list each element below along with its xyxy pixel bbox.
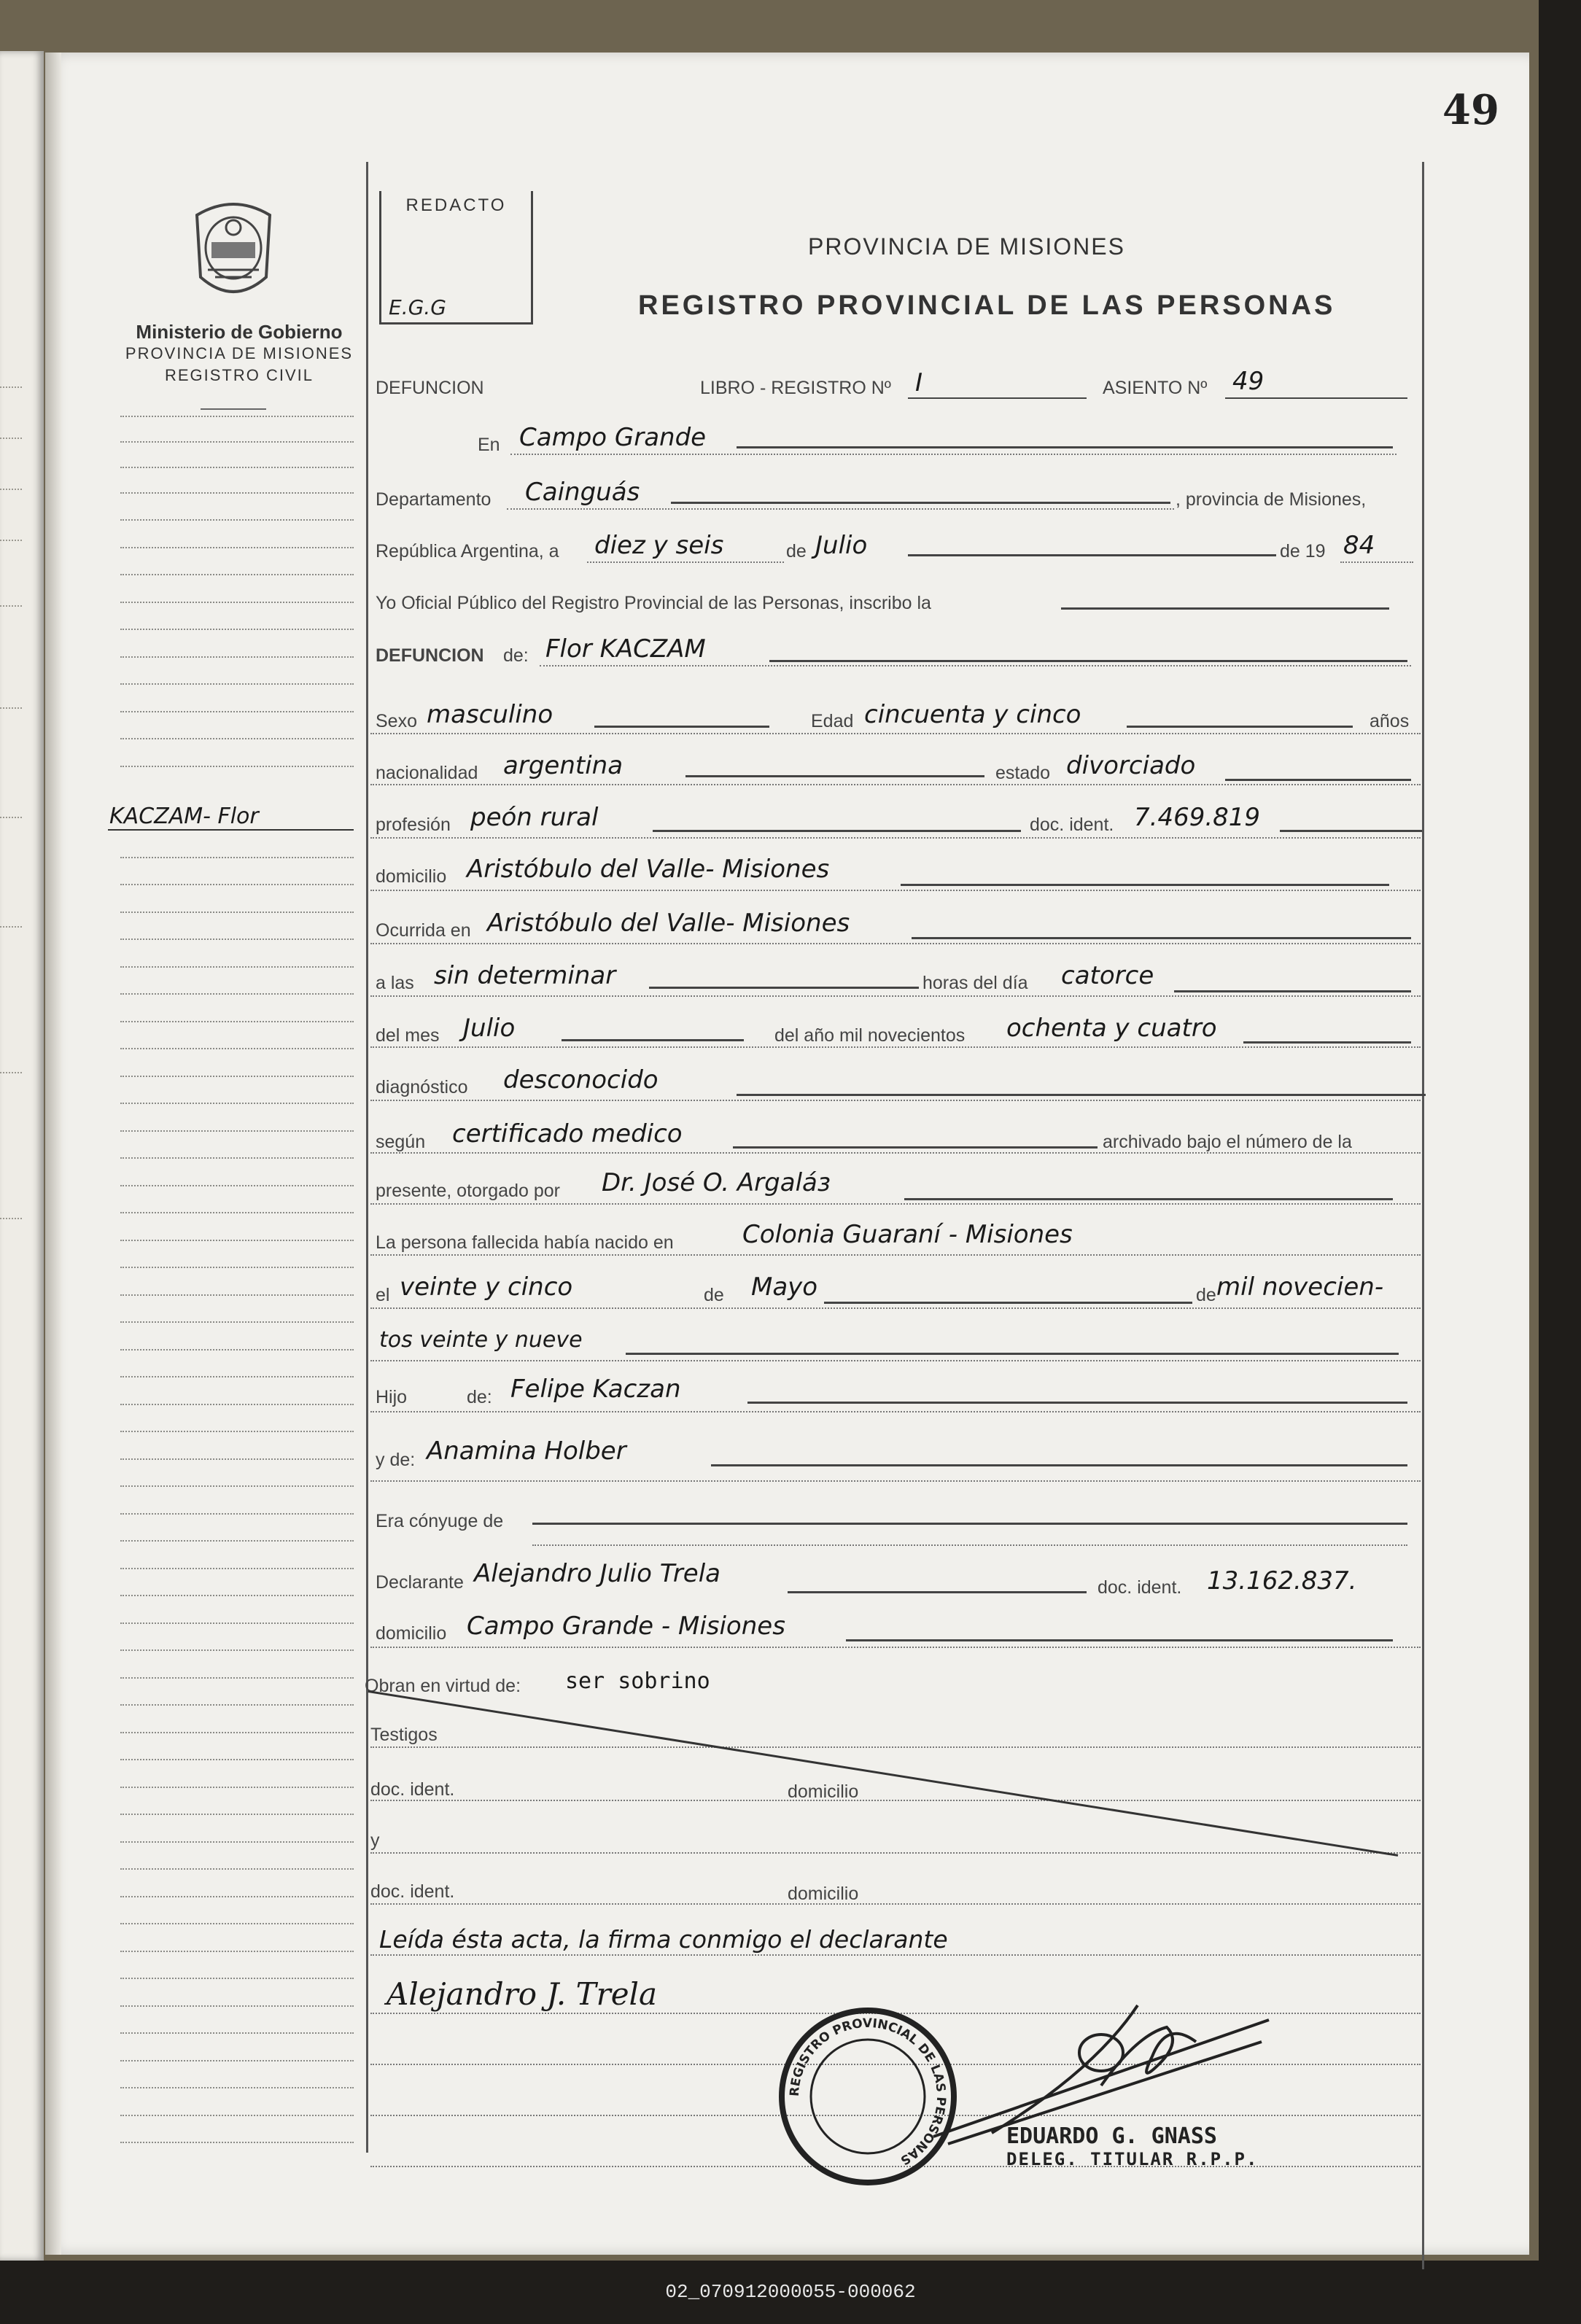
hijo-label: Hijo <box>376 1387 408 1407</box>
decl-doc-value: 13.162.837. <box>1207 1566 1357 1596</box>
de-label: de <box>786 541 807 561</box>
el-label: el <box>376 1285 390 1305</box>
declarante-signature: Alejandro J. Trela <box>386 1976 658 2012</box>
presente-value: Dr. José O. Argaláз <box>602 1168 831 1197</box>
horas-value: catorce <box>1061 961 1154 990</box>
official-name: EDUARDO G. GNASS <box>1006 2123 1217 2149</box>
right-rule <box>1422 162 1424 2269</box>
t2-dom-label: domicilio <box>788 1884 859 1904</box>
page-number: 49 <box>1442 86 1499 134</box>
domicilio-label: domicilio <box>376 866 447 887</box>
horas-label: horas del día <box>922 973 1028 993</box>
segun-value: certificado medico <box>452 1119 683 1149</box>
decl-dom-label: domicilio <box>376 1623 447 1644</box>
ministerio-registro-civil: REGISTRO CIVIL <box>164 366 314 384</box>
ministerio-header <box>108 321 370 386</box>
yde-label: y de: <box>376 1450 416 1470</box>
decl-dom-value: Campo Grande - Misiones <box>467 1612 785 1641</box>
defuncion-de-de: de: <box>503 645 529 666</box>
segun-label: según <box>376 1132 426 1152</box>
dia-value: diez y seis <box>594 531 724 560</box>
declarante-value: Alejandro Julio Trela <box>474 1559 721 1588</box>
nacionalidad-label: nacionalidad <box>376 763 478 783</box>
hijo-de-label: de: <box>467 1387 492 1407</box>
conyuge-label: Era cónyuge de <box>376 1511 504 1531</box>
left-rule <box>366 162 368 2153</box>
departamento-value: Cainguás <box>525 478 640 507</box>
sexo-label: Sexo <box>376 711 417 731</box>
alas-label: a las <box>376 973 414 993</box>
nac-mes-value: Mayo <box>751 1272 818 1302</box>
ministerio-title: Ministerio de Gobierno <box>136 321 343 343</box>
profesion-label: profesión <box>376 815 451 835</box>
defuncion-de-label: DEFUNCION <box>376 645 484 666</box>
sexo-value: masculino <box>427 700 553 729</box>
estado-label: estado <box>995 763 1051 783</box>
en-label: En <box>478 435 500 455</box>
nacionalidad-value: argentina <box>503 751 624 780</box>
libro-label: LIBRO - REGISTRO Nº <box>700 378 891 398</box>
asiento-label: ASIENTO Nº <box>1103 378 1208 398</box>
delano-value: ochenta y cuatro <box>1006 1014 1217 1043</box>
title-provincia: PROVINCIA DE MISIONES <box>808 233 1125 260</box>
departamento-label: Departamento <box>376 489 492 510</box>
nac-anio-cont: tos veinte y nueve <box>379 1327 583 1353</box>
nacido-label: La persona fallecida había nacido en <box>376 1232 674 1253</box>
obran-value: ser sobrino <box>565 1668 710 1694</box>
t-dom-label: domicilio <box>788 1781 859 1802</box>
edad-label: Edad <box>811 711 854 731</box>
book-spine <box>45 53 61 2255</box>
official-stamp <box>1006 2123 1258 2169</box>
republica-label: República Argentina, a <box>376 541 559 561</box>
redacto-box <box>379 191 533 324</box>
doc-value: 7.469.819 <box>1134 803 1261 832</box>
profesion-value: peón rural <box>470 803 599 832</box>
doc-label: doc. ident. <box>1030 815 1114 835</box>
asiento-value: 49 <box>1232 367 1265 396</box>
defuncion-heading: DEFUNCION <box>376 378 484 398</box>
de19-label: de 19 <box>1280 541 1326 561</box>
delmes-value: Julio <box>463 1014 516 1043</box>
archivado-label: archivado bajo el número de la <box>1103 1132 1352 1152</box>
image-caption: 02_070912000055-000062 <box>665 2281 916 2303</box>
deceased-name: Flor KACZAM <box>545 634 706 664</box>
margin-name: KACZAM- Flor <box>109 804 259 829</box>
ocurrida-label: Ocurrida en <box>376 920 471 941</box>
el-value: veinte y cinco <box>400 1272 573 1302</box>
yde-value: Anamina Holber <box>427 1437 626 1466</box>
redacto-label: REDACTO <box>405 195 507 215</box>
leida-text: Leída ésta acta, la firma conmigo el declarante <box>379 1925 948 1954</box>
en-value: Campo Grande <box>519 423 707 452</box>
title-registro: REGISTRO PROVINCIAL DE LAS PERSONAS <box>638 290 1336 321</box>
anos-label: años <box>1370 711 1410 731</box>
diagnostico-label: diagnóstico <box>376 1077 468 1097</box>
ocurrida-value: Aristóbulo del Valle- Misiones <box>487 909 850 938</box>
presente-label: presente, otorgado por <box>376 1181 560 1201</box>
ministerio-provincia: PROVINCIA DE MISIONES <box>125 344 354 362</box>
nacido-value: Colonia Guaraní - Misiones <box>742 1220 1073 1249</box>
mes-value: Julio <box>815 531 868 560</box>
domicilio-value: Aristóbulo del Valle- Misiones <box>467 855 830 884</box>
nac-de2-label: de <box>1196 1285 1216 1305</box>
nac-anio-value: mil novecien- <box>1216 1272 1384 1302</box>
provincia-suffix: , provincia de Misiones, <box>1176 489 1367 510</box>
t2-doc-label: doc. ident. <box>370 1881 455 1902</box>
redacto-initials: E.G.G <box>389 295 446 319</box>
declarante-label: Declarante <box>376 1572 464 1593</box>
edad-value: cincuenta y cinco <box>864 700 1081 729</box>
stamp-text: REGISTRO PROVINCIAL DE LAS PERSONAS <box>787 2016 949 2168</box>
decl-doc-label: doc. ident. <box>1098 1577 1182 1598</box>
alas-value: sin determinar <box>434 961 616 990</box>
obran-label: Obran en virtud de: <box>365 1676 521 1696</box>
t-doc-label: doc. ident. <box>370 1779 455 1800</box>
oficial-text: Yo Oficial Público del Registro Provincial de las Personas, inscribo la <box>376 593 931 613</box>
estado-value: divorciado <box>1066 751 1196 780</box>
anio-value: 84 <box>1343 531 1375 560</box>
delmes-label: del mes <box>376 1025 440 1046</box>
coat-of-arms-icon <box>186 197 281 306</box>
delano-label: del año mil novecientos <box>774 1025 966 1046</box>
libro-value: I <box>915 368 923 397</box>
nac-de-label: de <box>704 1285 724 1305</box>
official-role: DELEG. TITULAR R.P.P. <box>1006 2149 1259 2169</box>
diagnostico-value: desconocido <box>503 1065 659 1095</box>
previous-page-edge <box>0 51 44 2261</box>
testigos-label: Testigos <box>370 1725 438 1745</box>
hijo-value: Felipe Kaczan <box>510 1375 681 1404</box>
y-label: y <box>370 1830 380 1851</box>
